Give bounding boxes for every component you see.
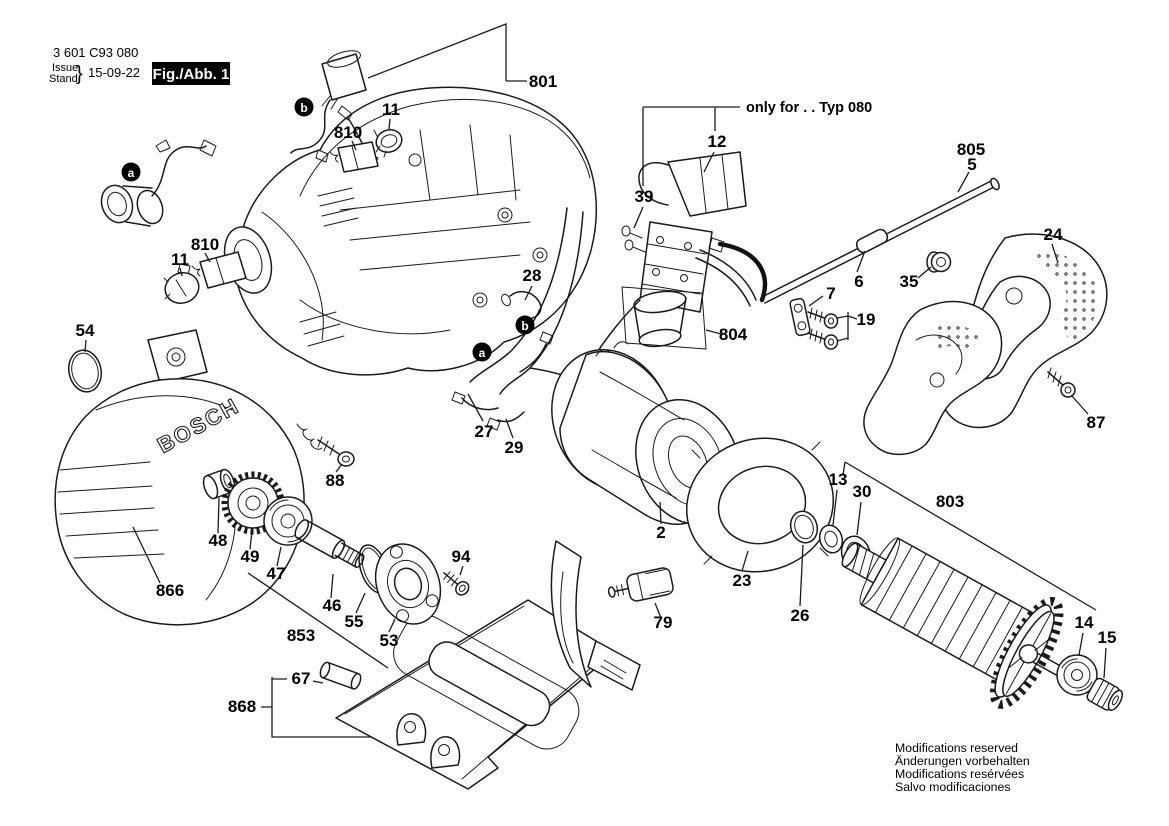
pin-drawing	[319, 661, 363, 690]
screw-94-drawing	[439, 567, 471, 597]
screw-88-drawing	[297, 424, 354, 466]
part-label-67: 67	[291, 669, 311, 688]
part-label-6: 6	[854, 272, 864, 291]
notice-fr: Modifications resérvées	[895, 767, 1025, 781]
svg-text:b: b	[300, 101, 308, 115]
brush-holder-a-drawing	[96, 140, 216, 227]
part-label-35: 35	[899, 272, 919, 291]
note-only-for: only for . . Typ 080	[746, 100, 873, 116]
part-label-5: 5	[967, 155, 977, 174]
motor-housing-drawing	[217, 87, 597, 375]
part-label-853: 853	[286, 626, 316, 645]
notice-en: Modifications reserved	[895, 741, 1019, 755]
ref-letter-b-plug	[295, 98, 314, 117]
part-label-27: 27	[474, 422, 494, 441]
screws-19-drawing	[789, 298, 837, 349]
part-label-801: 801	[528, 72, 558, 91]
part-label-14: 14	[1074, 613, 1094, 632]
part-label-868: 868	[227, 697, 257, 716]
nut-35-drawing	[927, 252, 951, 272]
part-label-46: 46	[322, 596, 342, 615]
part-label-54: 54	[75, 321, 95, 340]
brace-glyph: }	[76, 63, 83, 85]
part-label-19: 19	[856, 310, 876, 329]
title-block	[49, 45, 230, 85]
legal-notices	[895, 741, 1030, 794]
part-79-drawing	[606, 567, 674, 607]
part-label-15: 15	[1097, 628, 1117, 647]
rear-handle-drawing	[864, 234, 1107, 454]
o-ring-54-drawing	[65, 347, 105, 395]
part-label-53: 53	[379, 631, 399, 650]
part-label-803: 803	[935, 492, 965, 511]
part-label-2: 2	[656, 523, 666, 542]
svg-text:a: a	[127, 166, 135, 180]
part-label-26: 26	[790, 606, 810, 625]
ref-letter-b-wire	[516, 316, 535, 335]
part-label-49: 49	[240, 547, 260, 566]
part-label-30: 30	[852, 482, 872, 501]
part-label-39: 39	[634, 187, 654, 206]
figure-label: Fig./Abb. 1	[152, 66, 230, 83]
part-label-11-left: 11	[171, 250, 189, 269]
ref-letter-a-brush	[122, 163, 141, 182]
part-label-810-left: 810	[190, 235, 220, 254]
part-label-79: 79	[653, 613, 673, 632]
part-label-88: 88	[325, 471, 345, 490]
part-label-28: 28	[522, 266, 542, 285]
part-label-87: 87	[1086, 413, 1106, 432]
issue-label: Issue	[52, 62, 79, 74]
part-label-94: 94	[451, 547, 471, 566]
part-label-13: 13	[828, 470, 848, 489]
document-part-number: 3 601 C93 080	[53, 45, 139, 60]
part-label-24: 24	[1043, 225, 1063, 244]
part-label-11-top: 11	[382, 100, 400, 119]
part-label-866: 866	[155, 581, 185, 600]
part-label-23: 23	[732, 571, 752, 590]
notice-es: Salvo modificaciones	[895, 780, 1011, 794]
svg-text:a: a	[478, 346, 486, 360]
part-label-7: 7	[826, 284, 836, 303]
notice-de: Änderungen vorbehalten	[895, 754, 1030, 768]
part-label-47: 47	[266, 564, 286, 583]
stand-label: Stand	[49, 73, 78, 85]
part-label-804: 804	[718, 325, 748, 344]
issue-date: 15-09-22	[88, 65, 141, 80]
part-label-55: 55	[344, 612, 364, 631]
screw-87-drawing	[1048, 368, 1075, 397]
part-label-48: 48	[208, 531, 228, 550]
part-label-810-top: 810	[333, 123, 363, 142]
bosch-logo: BOSCH	[153, 392, 244, 459]
svg-text:b: b	[521, 319, 529, 333]
part-label-29: 29	[504, 438, 524, 457]
ref-letter-a-wire	[473, 343, 492, 362]
part-label-12: 12	[707, 132, 727, 151]
part-label-805: 805	[956, 140, 986, 159]
